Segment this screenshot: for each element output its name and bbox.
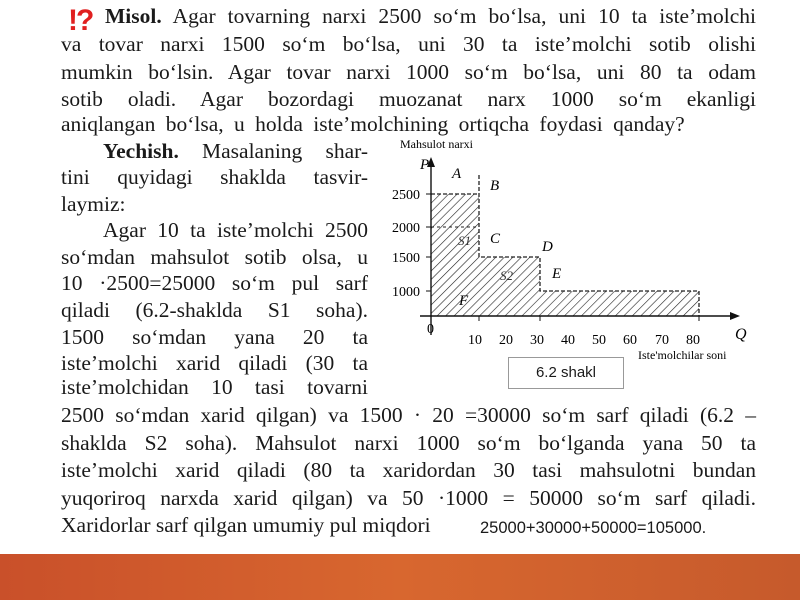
x-tick-70: 70 (655, 333, 669, 348)
solution-line-10: iste’molchidan 10 tasi tovarni (61, 375, 368, 399)
problem-line-3: mumkin bo‘lsin. Agar tovar narxi 1000 so‘m bo‘lsa, uni 80 ta odam (61, 60, 756, 84)
x-tick-80: 80 (686, 333, 700, 348)
area-s2 (479, 257, 540, 316)
demand-figure (380, 135, 790, 370)
point-f: F (459, 293, 469, 309)
area-s3 (540, 291, 699, 316)
footer-bar (0, 554, 800, 600)
problem-line-2: va tovar narxi 1500 so‘m bo‘lsa, uni 30 ta iste’molchi sotib olishi (61, 32, 756, 56)
problem-line-4: sotib oladi. Agar bozordagi muozanat narx 1000 so‘m ekanligi (61, 87, 756, 111)
solution-line-4: Agar 10 ta iste’molchi 2500 (103, 218, 368, 242)
area-s1 (431, 194, 479, 316)
solution-label: Yechish. (103, 139, 179, 163)
problem-line-5: aniqlangan bo‘lsa, u holda iste’molchining ortiqcha foydasi qanday? (61, 112, 685, 136)
area-label-s2: S2 (500, 268, 513, 283)
area-label-s1: S1 (458, 233, 471, 248)
solution-line-9: iste’molchi xarid qiladi (30 ta (61, 351, 368, 375)
x-tick-30: 30 (530, 333, 544, 348)
y-tick-1500: 1500 (392, 251, 420, 266)
solution-line-1: Yechish. Masalaning shar- (103, 139, 368, 163)
origin-label: 0 (427, 322, 434, 337)
x-tick-20: 20 (499, 333, 513, 348)
y-axis-symbol: P (420, 157, 430, 173)
solution-line-2: tini quyidagi shaklda tasvir- (61, 165, 368, 189)
solution-line-14: yuqoriroq narxda xarid qilgan) va 50 ·1000 = 50000 so‘m sarf qiladi. (61, 486, 756, 510)
solution-line-5: so‘mdan mahsulot sotib olsa, u (61, 245, 368, 269)
point-b: B (490, 178, 500, 194)
y-tick-1000: 1000 (392, 285, 420, 300)
x-axis-title: Iste'molchilar soni (638, 348, 727, 362)
solution-line-11: 2500 so‘mdan xarid qilgan) va 1500 · 20 =30000 so‘m sarf qiladi (6.2 – (61, 403, 756, 427)
solution-line-13: iste’molchi xarid qiladi (80 ta xaridordan 30 tasi mahsulotni bundan (61, 458, 756, 482)
solution-line-15: Xaridorlar sarf qilgan umumiy pul miqdori (61, 513, 431, 537)
point-c: C (490, 231, 501, 247)
exclamation-question-icon: !? (68, 4, 93, 37)
point-d: D (542, 239, 553, 255)
solution-line-12: shaklda S2 soha). Mahsulot narxi 1000 so‘m bo‘lganda yana 50 ta (61, 431, 756, 455)
y-tick-2500: 2500 (392, 188, 420, 203)
problem-line-1: Misol. Agar tovarning narxi 2500 so‘m bo‘lsa, uni 10 ta iste’molchi (105, 4, 756, 28)
y-tick-2000: 2000 (392, 221, 420, 236)
total-sum: 25000+30000+50000=105000. (480, 519, 707, 537)
x-tick-50: 50 (592, 333, 606, 348)
figure-caption: 6.2 shakl (508, 357, 624, 389)
y-axis-title: Mahsulot narxi (400, 137, 473, 151)
point-e: E (552, 266, 562, 282)
solution-line-7: qiladi (6.2-shaklda S1 soha). (61, 298, 368, 322)
x-axis-symbol: Q (735, 326, 747, 343)
solution-line-6: 10 ·2500=25000 so‘m pul sarf (61, 271, 368, 295)
solution-line-3: laymiz: (61, 192, 126, 216)
x-tick-10: 10 (468, 333, 482, 348)
x-tick-60: 60 (623, 333, 637, 348)
point-a: A (452, 166, 462, 182)
problem-label: Misol. (105, 4, 162, 28)
solution-line-8: 1500 so‘mdan yana 20 ta (61, 325, 368, 349)
x-tick-40: 40 (561, 333, 575, 348)
